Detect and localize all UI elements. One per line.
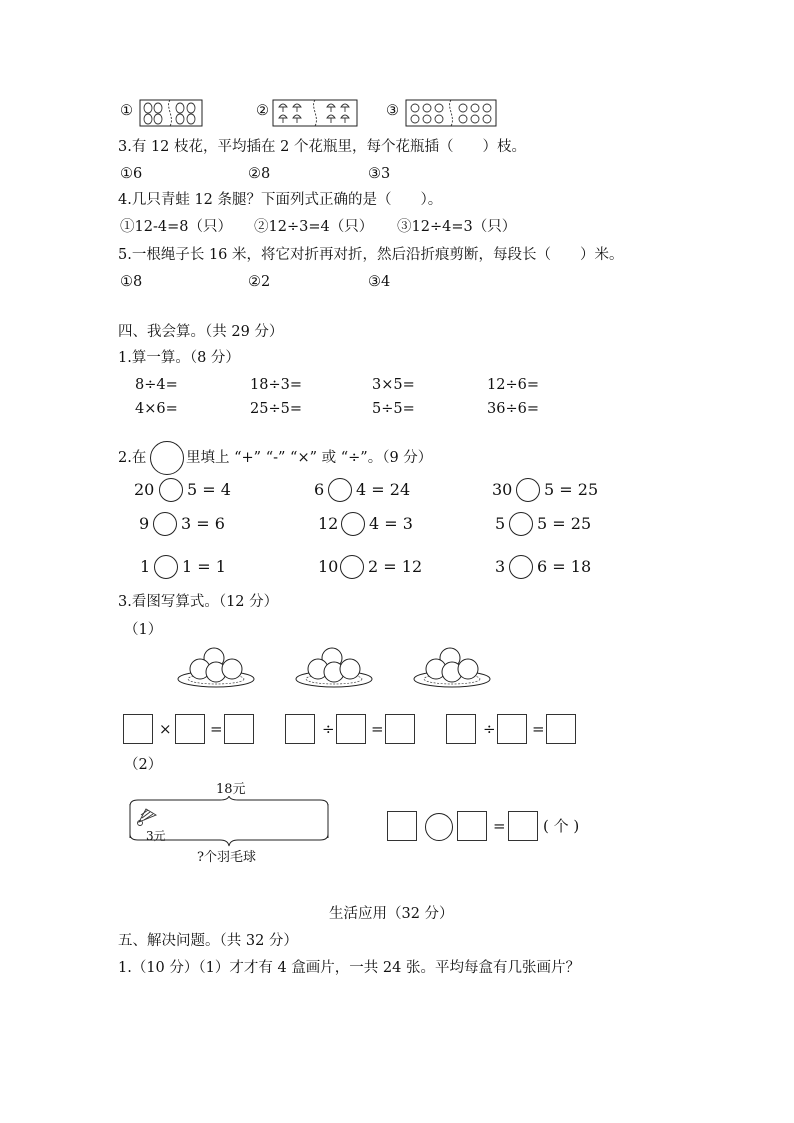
- expr-left: 6: [314, 480, 325, 499]
- answer-box[interactable]: [457, 811, 487, 841]
- q2-option-1-image: [139, 99, 203, 127]
- q5-option-3: ③4: [368, 274, 391, 290]
- q5-text: 5.一根绳子长 16 米，将它对折再对折，然后沿折痕剪断，每段长（ ）米。: [118, 247, 624, 263]
- expr-right: 5 = 4: [187, 480, 231, 499]
- answer-box[interactable]: [508, 811, 538, 841]
- equals-sign: =: [210, 720, 223, 738]
- sub-question-2-label: （2）: [124, 757, 163, 773]
- q4-option-3: ③12÷4=3（只）: [397, 219, 517, 235]
- calc-item: 25÷5=: [250, 401, 302, 417]
- expr-left: 12: [318, 514, 339, 533]
- expr-right: 3 = 6: [181, 514, 225, 533]
- q5-option-2: ②2: [248, 274, 271, 290]
- q3-option-1: ①6: [120, 166, 143, 182]
- expr-left: 9: [139, 514, 150, 533]
- expr-right: 5 = 25: [544, 480, 599, 499]
- q3-text: 3.有 12 枝花，平均插在 2 个花瓶里，每个花瓶插（ ）枝。: [118, 139, 526, 155]
- answer-box[interactable]: [224, 714, 254, 744]
- divide-sign: ÷: [322, 720, 335, 738]
- answer-box[interactable]: [175, 714, 205, 744]
- q4-option-1: ①12-4=8（只）: [120, 219, 232, 235]
- answer-box[interactable]: [387, 811, 417, 841]
- answer-box[interactable]: [385, 714, 415, 744]
- operator-circle[interactable]: [340, 555, 364, 579]
- expr-right: 1 = 1: [182, 557, 226, 576]
- part-2-title-prefix: 2.在: [118, 450, 147, 466]
- section-5-question-1: 1.（10 分）（1）才才有 4 盒画片，一共 24 张。平均每盒有几张画片？: [118, 960, 580, 976]
- part-3-title: 3.看图写算式。（12 分）: [118, 594, 279, 610]
- expr-left: 10: [318, 557, 339, 576]
- expr-right: 5 = 25: [537, 514, 592, 533]
- part-1-title: 1.算一算。（8 分）: [118, 350, 240, 366]
- operator-circle[interactable]: [328, 478, 352, 502]
- operator-circle[interactable]: [154, 555, 178, 579]
- example-circle: [150, 441, 184, 475]
- fruit-plate-image: [412, 645, 492, 693]
- q2-option-2-image: [272, 99, 358, 127]
- unit-label: ( 个 ): [543, 817, 580, 835]
- answer-box[interactable]: [446, 714, 476, 744]
- equals-sign: =: [493, 817, 506, 835]
- q5-option-1: ①8: [120, 274, 143, 290]
- section-4-title: 四、我会算。（共 29 分）: [118, 324, 284, 340]
- expr-left: 5: [495, 514, 506, 533]
- expr-right: 4 = 24: [356, 480, 411, 499]
- expr-left: 20: [134, 480, 155, 499]
- operator-circle[interactable]: [509, 512, 533, 536]
- operator-circle[interactable]: [153, 512, 177, 536]
- divide-sign: ÷: [483, 720, 496, 738]
- sub-question-1-label: （1）: [124, 622, 163, 638]
- fruit-plate-image: [176, 645, 256, 693]
- q3-option-3: ③3: [368, 166, 391, 182]
- calc-item: 18÷3=: [250, 377, 302, 393]
- section-heading-life: 生活应用（32 分）: [329, 906, 454, 922]
- q4-option-2: ②12÷3=4（只）: [254, 219, 374, 235]
- answer-box[interactable]: [497, 714, 527, 744]
- q2-option-3-label: ③: [386, 103, 399, 119]
- q2-option-2-label: ②: [256, 103, 269, 119]
- expr-left: 1: [140, 557, 151, 576]
- answer-box[interactable]: [123, 714, 153, 744]
- equals-sign: =: [532, 720, 545, 738]
- question-label: ?个羽毛球: [197, 850, 256, 865]
- answer-box[interactable]: [285, 714, 315, 744]
- total-price-label: 18元: [216, 782, 246, 797]
- calc-item: 3×5=: [372, 377, 415, 393]
- operator-circle[interactable]: [341, 512, 365, 536]
- unit-price-label: 3元: [146, 829, 166, 843]
- calc-item: 5÷5=: [372, 401, 415, 417]
- calc-item: 36÷6=: [487, 401, 539, 417]
- q3-option-2: ②8: [248, 166, 271, 182]
- fruit-plate-image: [294, 645, 374, 693]
- expr-right: 4 = 3: [369, 514, 413, 533]
- q4-text: 4.几只青蛙 12 条腿？下面列式正确的是（ ）。: [118, 192, 443, 208]
- calc-item: 12÷6=: [487, 377, 539, 393]
- operator-circle[interactable]: [159, 478, 183, 502]
- q2-option-1-label: ①: [120, 103, 133, 119]
- answer-box[interactable]: [336, 714, 366, 744]
- expr-left: 30: [492, 480, 513, 499]
- operator-circle[interactable]: [509, 555, 533, 579]
- section-5-title: 五、解决问题。（共 32 分）: [118, 933, 298, 949]
- calc-item: 4×6=: [135, 401, 178, 417]
- multiply-sign: ×: [159, 720, 172, 738]
- calc-item: 8÷4=: [135, 377, 178, 393]
- answer-box[interactable]: [546, 714, 576, 744]
- equals-sign: =: [371, 720, 384, 738]
- operator-circle[interactable]: [516, 478, 540, 502]
- operator-circle[interactable]: [425, 813, 453, 841]
- shuttlecock-icon: [136, 806, 158, 826]
- expr-left: 3: [495, 557, 506, 576]
- part-2-title-suffix: 里填上 “+” “-” “×” 或 “÷”。（9 分）: [186, 450, 433, 466]
- expr-right: 2 = 12: [368, 557, 423, 576]
- q2-option-3-image: [405, 99, 497, 127]
- expr-right: 6 = 18: [537, 557, 592, 576]
